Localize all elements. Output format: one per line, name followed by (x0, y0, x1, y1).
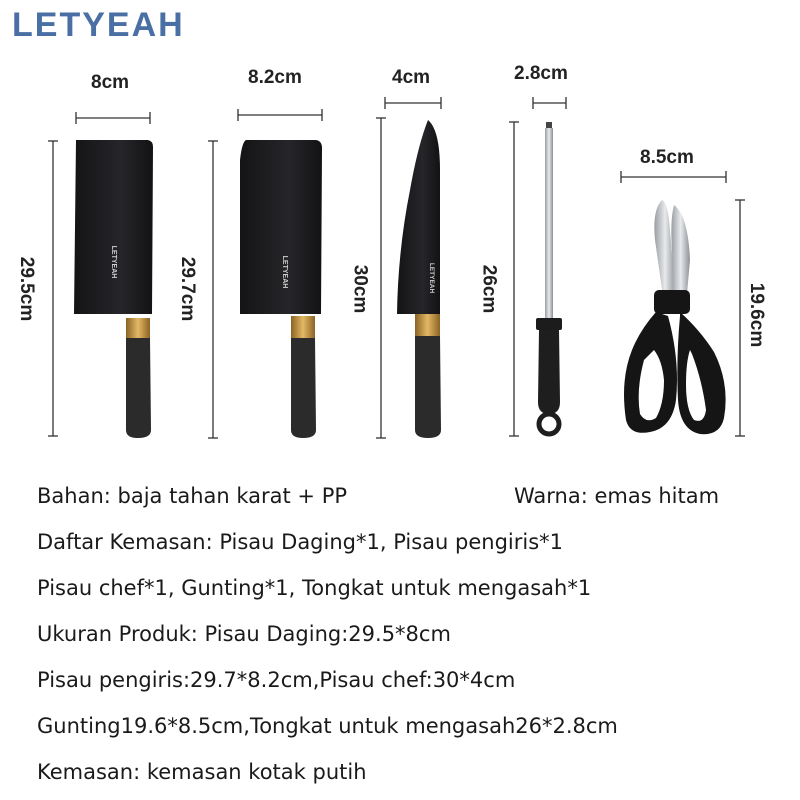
spec-package-list-1: Daftar Kemasan: Pisau Daging*1, Pisau pengiris*1 (37, 530, 564, 554)
spec-size-1: Ukuran Produk: Pisau Daging:29.5*8cm (37, 622, 451, 646)
chef-width-marker (385, 97, 441, 109)
cleaver-knife (74, 140, 153, 438)
spec-size-2: Pisau pengiris:29.7*8.2cm,Pisau chef:30*4cm (37, 668, 516, 692)
slicer-width-label: 8.2cm (248, 67, 302, 88)
spec-package-list-2: Pisau chef*1, Gunting*1, Tongkat untuk mengasah*1 (37, 576, 592, 600)
slicer-height-marker (208, 141, 218, 438)
scissors-width-marker (621, 171, 726, 183)
chef-width-label: 4cm (392, 67, 431, 88)
scissors-height-label: 19.6cm (746, 282, 768, 348)
cleaver-height-marker (48, 141, 58, 436)
kitchen-scissors (624, 200, 726, 434)
cleaver-blade-logo: LETYEAH (110, 245, 117, 279)
sharpener-height-marker (509, 122, 519, 436)
sharpener-width-label: 2.8cm (514, 63, 568, 84)
slicer-height-label: 29.7cm (177, 256, 199, 322)
scissors-width-label: 8.5cm (640, 147, 694, 168)
chef-height-marker (376, 118, 386, 438)
spec-packaging: Kemasan: kemasan kotak putih (37, 760, 367, 784)
cleaver-width-label: 8cm (91, 72, 130, 93)
slicer-blade-logo: LETYEAH (281, 255, 288, 289)
chef-knife (397, 120, 441, 438)
sharpener-width-marker (533, 97, 566, 109)
cleaver-width-marker (76, 112, 150, 124)
cleaver-height-label: 29.5cm (16, 256, 38, 322)
scissors-height-marker (735, 200, 745, 436)
slicer-knife (240, 140, 322, 438)
slicer-width-marker (238, 109, 322, 121)
chef-blade-logo: LETYEAH (428, 262, 435, 294)
spec-color: Warna: emas hitam (514, 484, 720, 508)
sharpener-rod (536, 122, 562, 434)
spec-size-3: Gunting19.6*8.5cm,Tongkat untuk mengasah26*2.8cm (37, 714, 618, 738)
sharpener-height-label: 26cm (478, 264, 500, 314)
chef-height-label: 30cm (349, 264, 371, 314)
spec-material: Bahan: baja tahan karat + PP (37, 484, 348, 508)
brand-logo: LETYEAH (12, 6, 185, 44)
